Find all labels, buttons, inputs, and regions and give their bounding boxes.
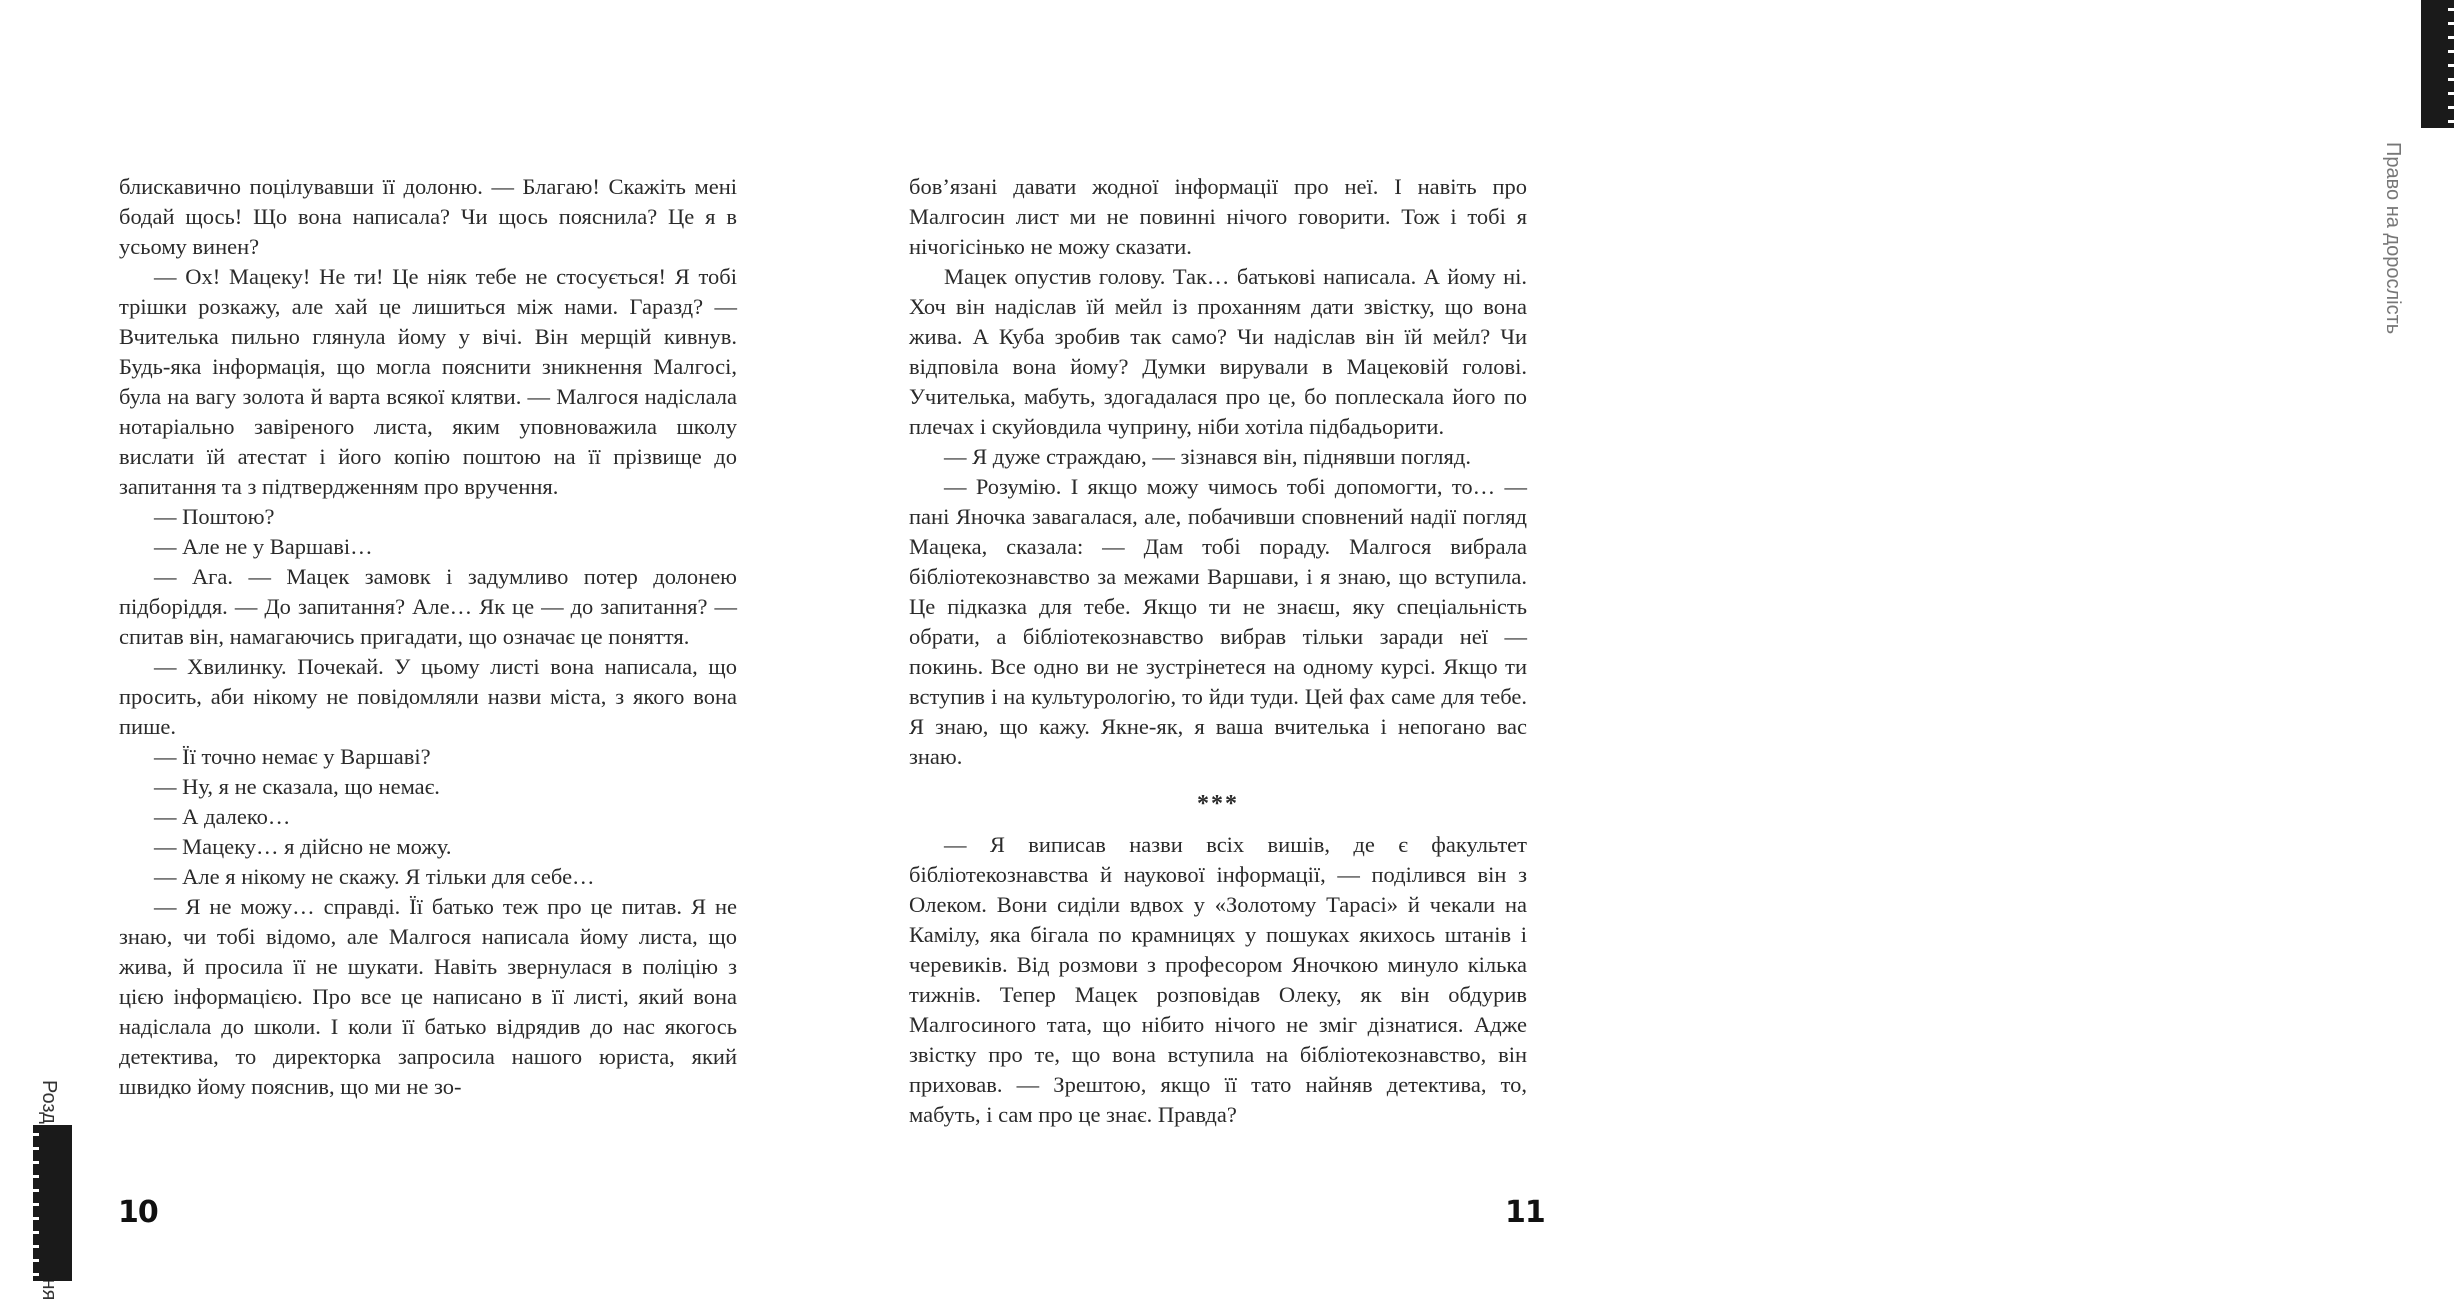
paragraph: — Ну, я не сказала, що немає. — [154, 774, 440, 799]
paragraph: Мацек опустив голову. Так… батькові написала. А йому ні. Хоч він надіслав їй мейл із проханням дати звістку, що вона жива. А Куба зробив так само? Чи надіслав він їй мейл? Чи відповіла вона йому? Думки вирували в Мацековій голові. Учителька, мабуть, здогадалася про це, бо поплескала його по плечах і скуйовдила чуприну, ніби хотіла підбадьорити. — [909, 264, 1527, 439]
paragraph: блискавично поцілувавши її долоню. — Благаю! Скажіть мені бодай щось! Що вона написала? Чи щось пояснила? Це я в усьому винен? — [119, 174, 737, 259]
left-text-column — [119, 172, 737, 1102]
paragraph: — Я не можу… справді. Її батько теж про це питав. Я не знаю, чи тобі відомо, але Малгося написала йому листа, що жива, й просила її не шукати. Навіть звернулася в поліцію з цією інформацією. Про все це написано в її листі, який вона надіслала до школи. І коли її батько відрядив до нас якогось детектива, то директорка запросила нашого юриста, який швидко йому пояснив, що ми не зо- — [119, 894, 737, 1099]
paragraph: — Хвилинку. Почекай. У цьому листі вона написала, що просить, аби нікому не повідомляли назви міста, з якого вона пише. — [119, 654, 737, 739]
paragraph: — Її точно немає у Варшаві? — [154, 744, 431, 769]
paragraph: — Я виписав назви всіх вишів, де є факультет бібліотекознавства й наукової інформації, — поділився він з Олеком. Вони сиділи вдвох у «Золотому Тарасі» й чекали на Камілу, яка бігала по крамницях у пошуках якихось штанів і черевиків. Від розмови з професором Яночкою минуло кілька тижнів. Тепер Мацек розповідав Олеку, як він обдурив Малгосиного тата, що нібито нічого не зміг дізнатися. Адже звістку про те, що вона вступила на бібліотекознавство, він приховав. — Зрештою, якщо її тато найняв детектива, то, мабуть, і сам про це знає. Правда? — [909, 832, 1527, 1127]
paragraph: — Мацеку… я дійсно не можу. — [154, 834, 452, 859]
paragraph: — Але я нікому не скажу. Я тільки для себе… — [154, 864, 595, 889]
paragraph: — А далеко… — [154, 804, 291, 829]
running-head-book-title: Право на дорослість — [2382, 142, 2404, 335]
paragraph: — Але не у Варшаві… — [154, 534, 373, 559]
page-number-left: 10 — [118, 1195, 158, 1230]
section-break: *** — [1197, 791, 1239, 817]
left-page — [0, 0, 827, 1281]
paragraph: — Ага. — Мацек замовк і задумливо потер долонею підборіддя. — До запитання? Але… Як це — до запитання? — спитав він, намагаючись пригадати, що означає це поняття. — [119, 564, 737, 649]
page-number-right: 11 — [1505, 1195, 1545, 1230]
right-text-column — [909, 172, 1527, 1130]
paragraph: — Поштою? — [154, 504, 275, 529]
right-page — [827, 0, 2404, 1281]
thumb-tab-marker — [38, 1125, 72, 1281]
paragraph: бов’язані давати жодної інформації про неї. І навіть про Малгосин лист ми не повинні нічого говорити. Тож і тобі я нічогісінько не можу сказати. — [909, 174, 1527, 259]
paragraph: — Розумію. І якщо можу чимось тобі допомогти, то… — пані Яночка завагалася, але, побачивши сповнений надії погляд Мацека, сказала: — Дам тобі пораду. Малгося вибрала бібліотекознавство за межами Варшави, і я знаю, що вступила. Це підказка для тебе. Якщо ти не знаєш, яку спеціальність обрати, а бібліотекознавство вибрав тільки заради неї — покинь. Все одно ви не зустрінетеся на одному курсі. Якщо ти вступив і на культурологію, то йди туди. Цей фах саме для тебе. Я знаю, що кажу. Якне-як, я ваша вчителька і непогано вас знаю. — [909, 474, 1527, 769]
paragraph: — Я дуже страждаю, — зізнався він, піднявши погляд. — [944, 444, 1471, 469]
paragraph: — Ох! Мацеку! Не ти! Це ніяк тебе не стосується! Я тобі трішки розкажу, але хай це лишиться між нами. Гаразд? — Вчителька пильно глянула йому у вічі. Він мерщій кивнув. Будь-яка інформація, що могла пояснити зникнення Малгосі, була на вагу золота й варта всякої клятви. — Малгося надіслала нотаріально завіреного листа, яким уповноважила школу вислати їй атестат і його копію поштою на її прізвище до запитання та з підтвердженням про вручення. — [119, 264, 737, 499]
thumb-tab-marker — [2421, 0, 2449, 128]
